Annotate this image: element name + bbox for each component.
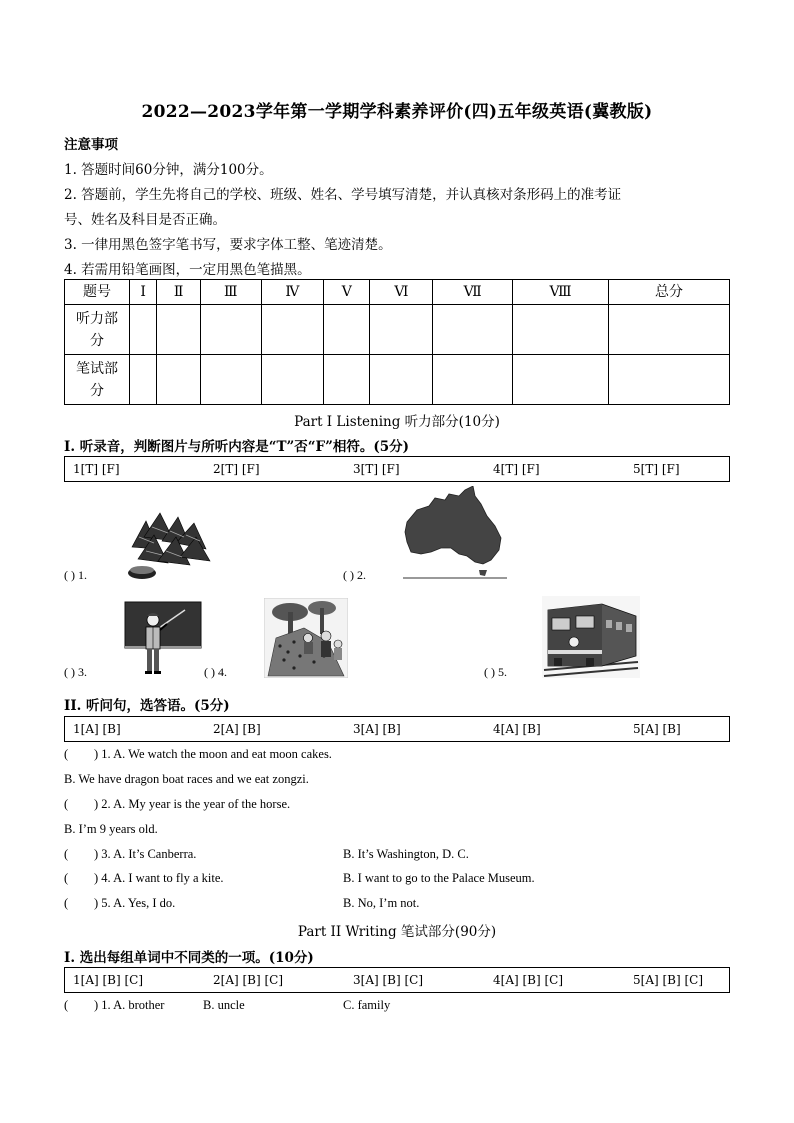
answer-paren[interactable]: ( [64, 998, 69, 1012]
answer-choice[interactable]: 4[A] [B] [493, 722, 541, 736]
zongzi-icon [124, 507, 214, 582]
question-1-option-b: B. We have dragon boat races and we eat zongzi. [64, 772, 309, 786]
answer-choice[interactable]: 5[T] [F] [633, 462, 680, 476]
score-cell [130, 305, 157, 355]
question-5-option-b: B. No, I’m not. [343, 896, 420, 910]
page-title: 2022—2023学年第一学期学科素养评价(四)五年级英语(冀教版) [141, 102, 653, 122]
pic-label-2: ( ) 2. [343, 568, 366, 582]
score-table [64, 279, 730, 405]
question-5: ( ) 5. A. Yes, I do. [64, 896, 176, 910]
notes-heading: 注意事项 [64, 137, 118, 153]
question-2: ( ) 2. A. My year is the year of the horse. [64, 797, 291, 811]
note-1: 1. 答题时间60分钟，满分100分。 [64, 162, 273, 178]
score-cell [261, 305, 324, 355]
score-cell [324, 355, 370, 405]
score-header-cell: Ⅲ [201, 280, 262, 305]
note-4: 4. 若需用铅笔画图，一定用黑色笔描黑。 [64, 262, 311, 278]
part2-sec1-heading: I. 选出每组单词中不同类的一项。(10分) [64, 950, 314, 966]
answer-paren[interactable]: ( [64, 871, 69, 885]
score-cell [512, 305, 608, 355]
question-2-option-b: B. I’m 9 years old. [64, 822, 158, 836]
answer-box-part2-sec1 [64, 967, 730, 993]
pic-label-5: ( ) 5. [484, 665, 507, 679]
score-row-writing [65, 355, 730, 405]
answer-paren[interactable]: ( [64, 896, 69, 910]
question-4: ( ) 4. A. I want to fly a kite. [64, 871, 224, 885]
answer-choice[interactable]: 4[T] [F] [493, 462, 540, 476]
pic-label-4: ( ) 4. [204, 665, 227, 679]
answer-choice[interactable]: 2[T] [F] [213, 462, 260, 476]
score-cell [201, 355, 262, 405]
pic-label-1: ( ) 1. [64, 568, 87, 582]
pic-label-3: ( ) 3. [64, 665, 87, 679]
score-row-listening [65, 305, 730, 355]
score-cell [157, 355, 201, 405]
score-header-cell: Ⅴ [324, 280, 370, 305]
answer-paren[interactable]: ( [64, 847, 69, 861]
answer-choice[interactable]: 1[A] [B] [C] [73, 973, 144, 987]
answer-choice[interactable]: 5[A] [B] [633, 722, 681, 736]
score-header-cell: Ⅳ [261, 280, 324, 305]
score-cell [324, 305, 370, 355]
answer-choice[interactable]: 2[A] [B] [213, 722, 261, 736]
score-header-cell: Ⅶ [433, 280, 513, 305]
answer-choice[interactable]: 3[A] [B] [C] [353, 973, 424, 987]
answer-choice[interactable]: 3[T] [F] [353, 462, 400, 476]
score-header-cell: Ⅱ [157, 280, 201, 305]
score-cell [370, 305, 433, 355]
note-2-cont: 号、姓名及科目是否正确。 [64, 212, 226, 228]
teacher-icon [123, 598, 203, 678]
score-cell [609, 305, 730, 355]
score-header-cell: Ⅷ [512, 280, 608, 305]
score-cell [157, 305, 201, 355]
part1-sec1-heading: I. 听录音，判断图片与所听内容是“T”否“F”相符。(5分) [64, 439, 410, 455]
question-3: ( ) 3. A. It’s Canberra. [64, 847, 197, 861]
score-cell [261, 355, 324, 405]
answer-choice[interactable]: 5[A] [B] [C] [633, 973, 704, 987]
score-table-header [65, 280, 730, 305]
australia-map-icon [403, 486, 507, 580]
train-icon [542, 596, 640, 678]
word-question-1: ( ) 1. A. brother [64, 998, 165, 1012]
answer-choice[interactable]: 4[A] [B] [C] [493, 973, 564, 987]
question-4-option-b: B. I want to go to the Palace Museum. [343, 871, 535, 885]
question-3-option-b: B. It’s Washington, D. C. [343, 847, 469, 861]
question-1: ( ) 1. A. We watch the moon and eat moon cakes. [64, 747, 332, 761]
word-question-1-option-c: C. family [343, 998, 391, 1012]
family-picnic-icon [264, 598, 348, 678]
score-cell [433, 305, 513, 355]
score-header-cell: 题号 [65, 280, 130, 305]
score-cell [609, 355, 730, 405]
score-cell [370, 355, 433, 405]
answer-paren[interactable]: ( [64, 797, 69, 811]
note-2: 2. 答题前，学生先将自己的学校、班级、姓名、学号填写清楚，并认真核对条形码上的准考证 [64, 187, 622, 203]
answer-box-part1-sec2 [64, 716, 730, 742]
score-row-label: 笔试部 分 [65, 355, 130, 405]
part1-heading: Part I Listening 听力部分(10分) [294, 414, 500, 430]
score-cell [130, 355, 157, 405]
answer-box-part1-sec1 [64, 456, 730, 482]
score-cell [433, 355, 513, 405]
answer-choice[interactable]: 1[A] [B] [73, 722, 121, 736]
word-question-1-option-b: B. uncle [203, 998, 245, 1012]
answer-paren[interactable]: ( [64, 747, 69, 761]
note-3: 3. 一律用黑色签字笔书写，要求字体工整、笔迹清楚。 [64, 237, 392, 253]
part1-sec2-heading: II. 听问句，选答语。(5分) [64, 698, 230, 714]
score-header-cell: Ⅵ [370, 280, 433, 305]
score-cell [512, 355, 608, 405]
score-header-cell: 总分 [609, 280, 730, 305]
answer-choice[interactable]: 3[A] [B] [353, 722, 401, 736]
score-row-label: 听力部 分 [65, 305, 130, 355]
score-cell [201, 305, 262, 355]
score-header-cell: Ⅰ [130, 280, 157, 305]
answer-choice[interactable]: 2[A] [B] [C] [213, 973, 284, 987]
part2-heading: Part II Writing 笔试部分(90分) [297, 924, 497, 940]
answer-choice[interactable]: 1[T] [F] [73, 462, 120, 476]
